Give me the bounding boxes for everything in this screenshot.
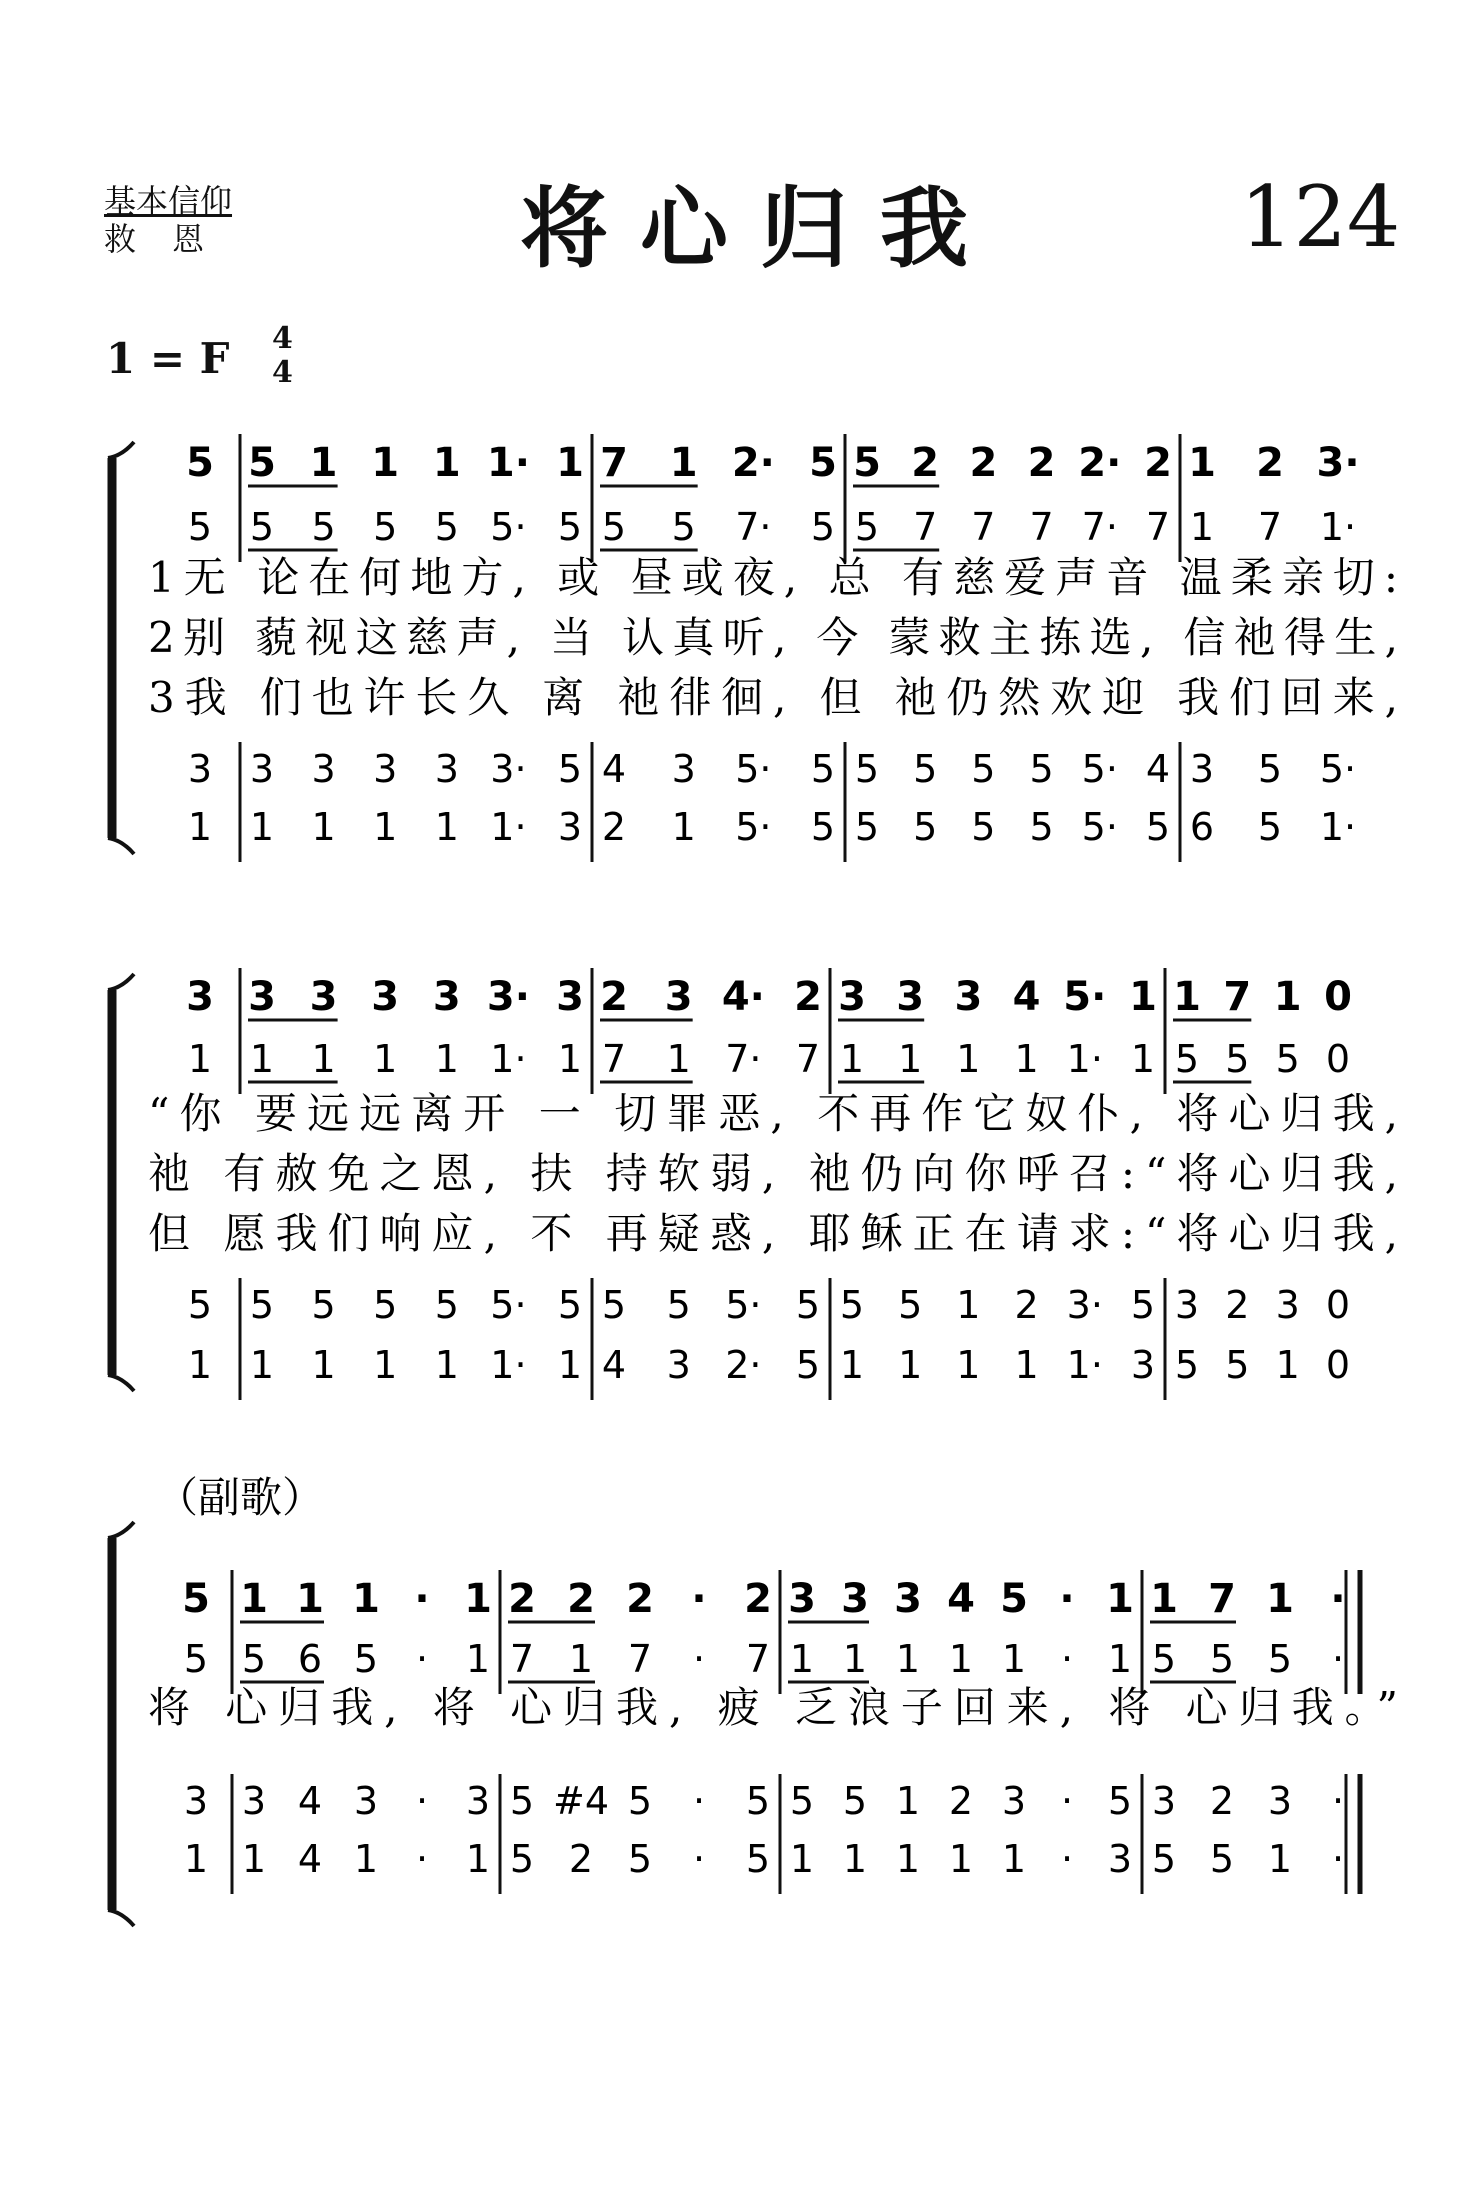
note-alto: · [692,1637,706,1681]
note-soprano: 2 [626,1576,654,1622]
note-tenor: 3 [1189,747,1215,791]
note-tenor: 5 [839,1283,865,1327]
note-alto: 1 [1014,1037,1039,1081]
note-tenor: 5 [666,1283,691,1327]
note-alto: 7 [795,1037,821,1081]
note-bass: 1 [373,805,398,849]
note-soprano: 3 [432,974,461,1020]
note-bass: 2 [601,805,627,849]
note-soprano: 5 [182,1576,210,1622]
note-tenor: 1 [956,1283,981,1327]
hymn-title: 将心归我 [520,176,1001,280]
note-tenor: 3· [1066,1283,1103,1327]
note-tenor: · [1331,1779,1345,1823]
note-soprano: 2 [1256,440,1284,486]
note-alto: 5 [249,505,275,549]
note-tenor: 5 [557,1283,583,1327]
note-tenor: 3 [373,747,398,791]
note-alto: 7· [735,505,772,549]
note-bass: 1 [249,805,275,849]
note-soprano: 1 [240,1576,268,1622]
note-bass: 5· [735,805,772,849]
note-tenor: · [415,1779,429,1823]
note-alto: 7· [1081,505,1118,549]
note-soprano: 3 [664,974,693,1020]
note-tenor: 5 [854,747,880,791]
note-alto: 1· [490,1037,527,1081]
note-soprano: 5 [248,440,276,486]
note-alto: · [1331,1637,1345,1681]
note-tenor: 5 [898,1283,923,1327]
time-sig-bottom: 4 [272,355,293,390]
note-bass: 1· [1319,805,1357,849]
hymn-number: 124 [1240,168,1401,266]
note-soprano: 5 [186,440,214,486]
note-bass: · [1060,1837,1074,1881]
note-soprano: 1 [432,440,461,486]
note-tenor: 3 [353,1779,379,1823]
note-tenor: 5 [745,1779,771,1823]
note-alto: 1 [249,1037,275,1081]
note-tenor: 5 [373,1283,398,1327]
note-tenor: 5 [842,1779,868,1823]
note-alto: 1 [842,1637,868,1681]
note-soprano: 3 [841,1576,869,1622]
note-soprano: 1 [1173,974,1201,1020]
note-soprano: 3 [838,974,866,1020]
note-bass: 5· [1081,805,1118,849]
note-alto: 5 [854,505,880,549]
note-bass: · [415,1837,429,1881]
note-soprano: 3 [186,974,214,1020]
note-tenor: 5 [557,747,583,791]
note-tenor: 3 [1151,1779,1177,1823]
note-bass: 1 [373,1343,398,1387]
note-tenor: 3 [1174,1283,1200,1327]
note-alto: 5 [1267,1637,1293,1681]
note-soprano: 5· [1063,974,1107,1020]
note-bass: 1 [434,805,459,849]
note-soprano: 3 [894,1576,922,1622]
note-bass: 1· [490,1343,527,1387]
note-soprano: 1 [556,440,584,486]
note-soprano: 1 [669,440,698,486]
note-tenor: 5 [1130,1283,1156,1327]
note-tenor: 5 [913,747,938,791]
note-alto: 1 [895,1637,921,1681]
note-tenor: 5 [1029,747,1054,791]
note-alto: 1 [373,1037,398,1081]
note-bass: 1 [183,1837,209,1881]
note-soprano: 0 [1324,974,1352,1020]
note-bass: 1 [353,1837,379,1881]
note-bass: 5 [971,805,996,849]
note-soprano: 3 [556,974,584,1020]
note-tenor: 5· [735,747,772,791]
note-soprano: 2 [600,974,628,1020]
note-soprano: 2 [969,440,998,486]
note-tenor: 4 [297,1779,323,1823]
note-tenor: 5· [490,1283,527,1327]
note-alto: 5 [1209,1637,1235,1681]
note-soprano: 2 [508,1576,536,1622]
category-primary: 基本信仰 [104,182,233,220]
note-bass: 5 [1225,1343,1250,1387]
note-bass: 5 [1145,805,1171,849]
note-tenor: 3 [1275,1283,1300,1327]
note-alto: 1 [789,1637,815,1681]
bracket-hook-top [108,442,134,458]
note-soprano: 3 [248,974,276,1020]
note-alto: 1 [557,1037,583,1081]
note-bass: 1 [311,805,336,849]
note-bass: 1 [895,1837,921,1881]
note-alto: 5 [187,505,213,549]
note-alto: 6 [297,1637,323,1681]
note-tenor: 5· [1319,747,1357,791]
note-alto: 1 [898,1037,923,1081]
bracket-hook-bottom [108,1910,134,1926]
note-bass: 2 [568,1837,594,1881]
note-tenor: 5 [795,1283,821,1327]
note-alto: 1· [1066,1037,1103,1081]
note-alto: 1 [839,1037,865,1081]
note-bass: 5 [1257,805,1283,849]
note-tenor: 5 [601,1283,627,1327]
note-bass: 1 [241,1837,267,1881]
note-bass: 5 [1151,1837,1177,1881]
lyric-line: “你 要远远离开 一 切罪恶, 不再作它奴仆, 将心归我, [148,1089,1398,1138]
note-alto: 5 [353,1637,379,1681]
note-soprano: · [691,1576,707,1622]
note-alto: 1 [1189,505,1215,549]
note-tenor: 3 [241,1779,267,1823]
note-alto: 5 [241,1637,267,1681]
note-soprano: 4 [947,1576,975,1622]
note-soprano: 1· [486,440,530,486]
note-soprano: 7 [1208,1576,1236,1622]
note-soprano: 3· [1316,440,1360,486]
note-tenor: #4 [552,1779,610,1823]
note-tenor: 3 [434,747,459,791]
note-alto: 1 [666,1037,691,1081]
note-bass: 1 [1014,1343,1039,1387]
bracket-hook-bottom [108,1375,134,1391]
note-alto: 5· [490,505,527,549]
note-bass: 0 [1325,1343,1351,1387]
note-soprano: 3 [371,974,400,1020]
note-alto: 7 [971,505,996,549]
note-tenor: 3 [187,747,213,791]
note-bass: 5 [509,1837,535,1881]
note-alto: 5 [671,505,696,549]
note-bass: 4 [297,1837,323,1881]
note-bass: 5 [745,1837,771,1881]
note-bass: 3 [1107,1837,1133,1881]
note-bass: 5 [810,805,836,849]
note-tenor: 4 [601,747,627,791]
note-bass: 5 [795,1343,821,1387]
note-alto: 7 [745,1637,771,1681]
note-tenor: 3 [311,747,336,791]
note-tenor: 5· [1081,747,1118,791]
note-alto: 1 [311,1037,336,1081]
note-alto: 5 [311,505,336,549]
note-bass: · [692,1837,706,1881]
lyric-line: 祂 有赦免之恩, 扶 持软弱, 祂仍向你呼召:“将心归我, [148,1149,1398,1198]
note-alto: 7 [913,505,938,549]
note-tenor: 3 [1001,1779,1027,1823]
note-bass: 1 [948,1837,974,1881]
note-alto: 1 [434,1037,459,1081]
note-soprano: 2 [911,440,940,486]
note-soprano: 1 [464,1576,492,1622]
note-tenor: 3 [1267,1779,1293,1823]
note-bass: 2· [725,1343,762,1387]
note-tenor: 3 [671,747,696,791]
note-bass: 1 [842,1837,868,1881]
note-bass: 1 [465,1837,491,1881]
bracket-hook-top [108,974,134,990]
note-alto: 5 [1275,1037,1300,1081]
note-alto: 1 [956,1037,981,1081]
note-soprano: 3 [896,974,925,1020]
note-alto: 5 [183,1637,209,1681]
note-alto: · [1060,1637,1074,1681]
note-tenor: 3 [465,1779,491,1823]
note-bass: 5 [854,805,880,849]
note-bass: 1 [1275,1343,1300,1387]
note-tenor: 5 [789,1779,815,1823]
note-tenor: 4 [1145,747,1171,791]
note-tenor: 2 [1225,1283,1250,1327]
note-soprano: 2· [1078,440,1122,486]
note-bass: 1 [898,1343,923,1387]
note-alto: 1 [1130,1037,1156,1081]
note-bass: 3 [1130,1343,1156,1387]
note-tenor: 3 [249,747,275,791]
lyric-line: 3我 们也许长久 离 祂徘徊, 但 祂仍然欢迎 我们回来, [148,673,1398,722]
note-alto: 5 [1151,1637,1177,1681]
note-alto: 7 [627,1637,653,1681]
note-alto: 1 [187,1037,213,1081]
time-sig-top: 4 [272,321,293,356]
note-soprano: 1 [296,1576,324,1622]
note-alto: 7 [509,1637,535,1681]
note-soprano: 2 [567,1576,595,1622]
note-tenor: 0 [1325,1283,1351,1327]
note-soprano: 5 [1000,1576,1028,1622]
note-alto: 5 [557,505,583,549]
note-soprano: · [414,1576,430,1622]
note-soprano: 2· [731,440,775,486]
note-soprano: 1 [1129,974,1157,1020]
note-soprano: · [1059,1576,1075,1622]
note-tenor: 5 [627,1779,653,1823]
note-alto: 1 [465,1637,491,1681]
note-bass: 1 [1267,1837,1293,1881]
note-alto: 7 [1257,505,1283,549]
note-bass: 1 [434,1343,459,1387]
note-tenor: 5 [971,747,996,791]
note-tenor: · [692,1779,706,1823]
note-alto: 5 [373,505,398,549]
note-bass: 1· [1066,1343,1103,1387]
lyric-line: 但 愿我们响应, 不 再疑惑, 耶稣正在请求:“将心归我, [148,1209,1398,1258]
note-bass: 3 [666,1343,691,1387]
note-alto: 1 [1001,1637,1027,1681]
note-alto: 1 [948,1637,974,1681]
note-bass: 1 [839,1343,865,1387]
note-bass: 1 [557,1343,583,1387]
note-soprano: 3 [954,974,983,1020]
note-soprano: 5 [809,440,837,486]
note-alto: 1 [568,1637,594,1681]
note-bass: 1 [671,805,696,849]
note-soprano: 2 [794,974,822,1020]
note-soprano: · [1330,1576,1346,1622]
note-alto: 5 [601,505,627,549]
note-bass: 1 [187,1343,213,1387]
note-bass: 6 [1189,805,1215,849]
note-bass: 3 [557,805,583,849]
note-alto: 7 [1029,505,1054,549]
note-bass: 4 [601,1343,627,1387]
note-soprano: 3 [309,974,338,1020]
note-soprano: 5 [853,440,881,486]
note-bass: · [1331,1837,1345,1881]
note-soprano: 1 [371,440,400,486]
note-bass: 1 [1001,1837,1027,1881]
note-soprano: 1 [1273,974,1302,1020]
note-bass: 1 [187,805,213,849]
note-tenor: 5 [1107,1779,1133,1823]
note-tenor: 5 [810,747,836,791]
note-soprano: 1 [352,1576,380,1622]
note-soprano: 3· [486,974,530,1020]
note-bass: 1 [789,1837,815,1881]
note-bass: 1 [311,1343,336,1387]
note-soprano: 1 [1266,1576,1294,1622]
note-tenor: 5 [1257,747,1283,791]
note-bass: 5 [1209,1837,1235,1881]
note-alto: 1· [1319,505,1357,549]
note-tenor: 3· [490,747,527,791]
note-tenor: 3 [183,1779,209,1823]
bracket-hook-bottom [108,838,134,854]
lyric-line: 1无 论在何地方, 或 昼或夜, 总 有慈爱声音 温柔亲切: [148,553,1398,602]
note-soprano: 1 [1150,1576,1178,1622]
note-bass: 5 [1029,805,1054,849]
note-tenor: 5· [725,1283,762,1327]
note-soprano: 1 [309,440,338,486]
note-tenor: 1 [895,1779,921,1823]
note-tenor: 5 [249,1283,275,1327]
note-bass: 5 [913,805,938,849]
note-soprano: 2 [1144,440,1172,486]
note-tenor: 5 [311,1283,336,1327]
note-soprano: 1 [1188,440,1216,486]
note-alto: 7 [1145,505,1171,549]
note-soprano: 3 [788,1576,816,1622]
note-alto: 0 [1325,1037,1351,1081]
key-signature: 1 = F [106,334,230,383]
note-tenor: 5 [434,1283,459,1327]
note-tenor: 2 [948,1779,974,1823]
note-soprano: 4 [1012,974,1041,1020]
note-bass: 1· [490,805,527,849]
note-alto: 5 [1225,1037,1250,1081]
category-secondary: 救 恩 [104,220,207,258]
bracket-hook-top [108,1522,134,1538]
note-tenor: 5 [509,1779,535,1823]
note-soprano: 7 [600,440,628,486]
note-bass: 1 [956,1343,981,1387]
note-soprano: 7 [1223,974,1252,1020]
note-soprano: 1 [1106,1576,1134,1622]
note-alto: 7 [601,1037,627,1081]
note-alto: 5 [1174,1037,1200,1081]
note-alto: 7· [725,1037,762,1081]
note-bass: 5 [1174,1343,1200,1387]
note-bass: 5 [627,1837,653,1881]
note-alto: · [415,1637,429,1681]
lyric-line: 将 心归我, 将 心归我, 疲 乏浪子回来, 将 心归我。” [148,1683,1398,1732]
refrain-label: （副歌） [156,1473,325,1522]
lyric-line: 2别 藐视这慈声, 当 认真听, 今 蒙救主拣选, 信祂得生, [148,613,1398,662]
note-soprano: 2 [744,1576,772,1622]
note-soprano: 2 [1027,440,1056,486]
note-alto: 1 [1107,1637,1133,1681]
note-bass: 1 [249,1343,275,1387]
note-tenor: 2 [1014,1283,1039,1327]
note-tenor: 2 [1209,1779,1235,1823]
note-alto: 5 [810,505,836,549]
note-tenor: · [1060,1779,1074,1823]
note-alto: 5 [434,505,459,549]
note-tenor: 5 [187,1283,213,1327]
note-soprano: 4· [721,974,765,1020]
